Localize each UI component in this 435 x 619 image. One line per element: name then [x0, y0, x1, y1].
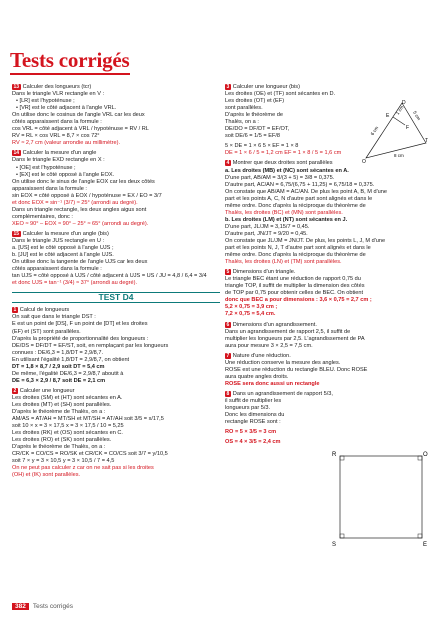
exercise-13 — [12, 84, 220, 147]
text-line: a. [US] est le côté opposé à l'angle UJS ; — [12, 245, 114, 252]
exercise-number: 1 — [13, 307, 17, 314]
text-line: D'après le théorème de — [225, 112, 283, 119]
formula-line: connues : DE/6,3 = 1,8/DT = 2,9/8,7. — [12, 349, 104, 356]
formula-line: soit 7 × y = 3 × 10,5 y = 3 × 10,5 / 7 = 4,5 — [12, 458, 115, 465]
text-line: de TOP par 0,75 pour obtenir celles de BEC. On obtient — [225, 290, 364, 297]
figure-side-6cm: 6 cm — [369, 125, 380, 137]
test-heading: TEST D4 — [12, 292, 220, 303]
exercise-number: 4 — [226, 160, 230, 167]
figure-side-8cm: 8 cm — [394, 153, 404, 158]
figure-side-1cm: 1 cm — [394, 104, 405, 116]
text-line: On constate que JL/JM = JN/JT. De plus, les points L, J, M d'une — [225, 237, 386, 244]
figure-label-o: O — [362, 159, 366, 164]
text-line: RV = RL × cos VRL = 8,7 × cos 72° — [12, 133, 100, 140]
exercise-title: Calculer la mesure d'un angle (bis) — [22, 230, 109, 237]
exercise-number: 3 — [226, 84, 230, 90]
exercise-title: Calculer une longueur — [19, 387, 75, 394]
exercise-14 — [12, 150, 220, 228]
formula-line: cos VRL = côté adjacent à VRL / hypoténuse = RV / RL — [12, 126, 149, 133]
formula-line: D'une part, JL/JM = 3,15/7 = 0,45. — [225, 223, 310, 230]
result-line: aura pour mesure 3 × 2,5 = 7,5 cm. — [225, 342, 313, 349]
result-line: XEO ≈ 90° – EOX ≈ 90° – 25° ≈ 65° (arrondi au degré). — [12, 220, 149, 227]
formula-line: DE/DS = DF/DT = EF/ST, soit, en remplaçant par les longueurs — [12, 342, 169, 349]
exercise-title: Calculer une longueur (bis) — [232, 84, 300, 90]
text-line: Dans le triangle EXD rectangle en X : — [12, 157, 105, 164]
text-line: Les droites (RO) et (SK) sont parallèles. — [12, 437, 112, 444]
exercise-number: 7 — [226, 352, 230, 359]
page-title: Tests corrigés — [10, 48, 130, 72]
figure-label-r: R — [332, 452, 337, 458]
text-line: il suffit de multiplier les — [225, 397, 282, 404]
text-line: D'après la propriété de proportionnalité des longueurs : — [12, 335, 149, 342]
note-line: On ne peut pas calculer z car on ne sait pas si les droites — [12, 465, 154, 472]
text-line: Dans le triangle VLR rectangle en V : — [12, 91, 105, 98]
formula-line: AM/AS = AT/AH = MT/SH et MT/SH = AT/AH soit 3/5 = x/17,5 — [12, 416, 164, 423]
figure-label-o: O — [423, 452, 428, 458]
result-line: et donc EOX = sin⁻¹ (3/7) ≈ 25° (arrondi au degré). — [12, 199, 138, 206]
text-line: Les droites (SM) et (HT) sont sécantes en A. — [12, 394, 123, 401]
text-line: côtés apparaissent dans la formule : — [12, 266, 102, 273]
formula-line: D'autre part, AC/AN = 6,75/(6,75 + 11,25) = 6,75/18 = 0,375. — [225, 181, 375, 188]
exercise-1 — [12, 307, 220, 385]
text-line: part et les points N, J, T d'autre part sont alignés et dans le — [225, 245, 371, 252]
footer-label: Tests corrigés — [32, 603, 73, 610]
text-line: rectangle ROSE sont : — [225, 419, 281, 426]
formula-line: soit DE/6 = 1/5 = EF/8 — [225, 133, 281, 140]
text-line: a. Les droites (MB) et (NC) sont sécantes en A. — [225, 167, 349, 174]
exercise-number: 14 — [13, 150, 20, 157]
thales-triangle-figure — [362, 100, 430, 164]
text-line: En utilisant l'égalité 1,8/DT = 2,9/8,7, on obtient — [12, 356, 130, 363]
text-line: De même, l'égalité DE/6,3 = 2,9/8,7 aboutit à — [12, 370, 124, 377]
exercise-number: 8 — [226, 390, 230, 397]
text-line: (EF) et (ST) sont parallèles. — [12, 328, 81, 335]
exercise-number: 5 — [226, 269, 230, 276]
text-line: même ordre. Donc d'après la réciproque du théorème de — [225, 252, 366, 259]
text-line: part et les points A, C, N d'autre part sont alignés et dans le — [225, 195, 373, 202]
exercise-title: Dans un agrandissement de rapport 5/3, — [232, 390, 333, 397]
formula-line: 5 × DE = 1 × 6 5 × EF = 1 × 8 — [225, 143, 299, 150]
rose-rectangle-figure — [328, 448, 428, 554]
result-line: 7,2 × 0,75 = 5,4 cm. — [225, 311, 276, 318]
exercise-4 — [225, 160, 427, 266]
text-line: triangle TOP, il suffit de multiplier la dimension des côtés — [225, 283, 365, 290]
result-line: donc que BEC a pour dimensions : 3,6 × 0,75 = 2,7 cm ; — [225, 297, 372, 304]
exercise-2 — [12, 388, 220, 480]
result-line: DT = 1,8 × 8,7 / 2,9 soit DT = 5,4 cm — [12, 363, 105, 370]
result-line: 5,2 × 0,75 = 3,9 cm ; — [225, 304, 278, 311]
exercise-number: 15 — [13, 230, 20, 237]
text-line: On utilise donc le cosinus de l'angle VRL car les deux — [12, 112, 145, 119]
text-line: Les droites (OE) et (TF) sont sécantes en D. — [225, 91, 336, 98]
figure-side-5cm: 5 cm — [412, 110, 422, 122]
result-line: RV ≈ 2,7 cm (valeur arrondie au millimètre). — [12, 140, 121, 147]
exercise-number: 6 — [226, 321, 230, 328]
exercise-6 — [225, 322, 427, 350]
figure-label-s: S — [332, 542, 337, 548]
text-line: On constate que AB/AM = AC/AN. De plus les point A, B, M d'une — [225, 188, 387, 195]
result-line: Thalès, les droites (BC) et (MN) sont parallèles. — [225, 209, 343, 216]
text-line: On utilise donc la tangente de l'angle UJS car les deux — [12, 259, 148, 266]
text-line: aura quatre angles droits. — [225, 373, 289, 380]
text-line: b. Les droites (LM) et (NT) sont sécantes en J. — [225, 216, 348, 223]
text-line: • [OE] est l'hypoténuse ; — [16, 164, 76, 171]
left-column — [12, 84, 220, 482]
page-footer — [12, 603, 73, 610]
text-line: • [EX] est le côté opposé à l'angle EOX. — [16, 171, 115, 178]
text-line: On utilise donc le sinus de l'angle EOX car les deux côtés — [12, 178, 155, 185]
note-line: (OH) et (IK) sont parallèles. — [12, 472, 81, 479]
text-line: Donc les dimensions du — [225, 412, 285, 419]
text-line: Les droites (MT) et (SH) sont parallèles. — [12, 401, 112, 408]
result-line: RO = 5 × 3/5 = 3 cm — [225, 429, 277, 436]
exercise-title: Calculer des longueurs (tcr) — [22, 84, 92, 90]
text-line: multiplier les longueurs par 2,5. L'agrandissement de PA — [225, 335, 365, 342]
text-line: b. [JU] est le côté adjacent à l'angle UJS. — [12, 252, 114, 259]
text-line: On sait que dans le triangle DST : — [12, 314, 96, 321]
formula-line: DE/DO = DF/DT = EF/OT, — [225, 126, 290, 133]
text-line: D'après le théorème de Thalès, on a : — [12, 444, 106, 451]
exercise-8 — [225, 391, 427, 446]
exercise-number: 13 — [13, 84, 20, 90]
exercise-15 — [12, 231, 220, 287]
result-line: et donc UJS = tan⁻¹ (3/4) ≈ 37° (arrondi au degré). — [12, 280, 138, 287]
formula-line: tan UJS = côté opposé à UJS / côté adjacent à UJS = US / JU = 4,8 / 6,4 = 3/4 — [12, 273, 207, 280]
title-underline — [10, 73, 130, 75]
figure-label-e: E — [386, 113, 390, 119]
text-line: longueurs par 5/3. — [225, 405, 271, 412]
figure-label-t: T — [425, 138, 429, 144]
exercise-title: Montrer que deux droites sont parallèles — [232, 160, 333, 167]
text-line: complémentaires, donc : — [12, 213, 73, 220]
figure-label-f: F — [406, 125, 410, 131]
text-line: apparaissent dans la formule : — [12, 185, 87, 192]
text-line: Une réduction conserve la mesure des angles. — [225, 359, 341, 366]
formula-line: D'une part, AB/AM = 3/(3 + 5) = 3/8 = 0,375. — [225, 174, 335, 181]
figure-label-e: E — [423, 542, 428, 548]
text-line: sont parallèles. — [225, 105, 263, 112]
text-line: Le triangle BEC étant une réduction de rapport 0,75 du — [225, 276, 361, 283]
formula-line: sin EOX = côté opposé à EOX / hypoténuse = EX / EO = 3/7 — [12, 192, 162, 199]
text-line: D'après le théorème de Thalès, on a : — [12, 409, 106, 416]
text-line: Les droites (RK) et (OS) sont sécantes en C. — [12, 430, 123, 437]
text-line: Dans le triangle JUS rectangle en U : — [12, 237, 105, 244]
text-line: Les droites (OT) et (EF) — [225, 98, 285, 105]
text-line: Dans un agrandissement de rapport 2,5, il suffit de — [225, 328, 351, 335]
text-line: • [VR] est le côté adjacent à l'angle VRL. — [16, 105, 117, 112]
text-line: • [LR] est l'hypoténuse ; — [16, 98, 75, 105]
text-line: Dans un triangle rectangle, les deux angles aigus sont — [12, 206, 147, 213]
result-line: DE = 1 × 6 / 5 = 1,2 cm EF = 1 × 8 / 5 = 1,6 cm — [225, 150, 342, 157]
exercise-title: Dimensions d'un agrandissement. — [232, 321, 317, 328]
exercise-title: Calculer la mesure d'un angle — [22, 150, 97, 157]
exercise-number: 2 — [13, 387, 17, 394]
text-line: côtés apparaissent dans la formule : — [12, 119, 102, 126]
exercise-title: Calcul de longueurs — [19, 307, 70, 314]
result-line: ROSE sera donc aussi un rectangle — [225, 380, 320, 387]
exercise-title: Nature d'une réduction. — [232, 352, 291, 359]
formula-line: D'autre part, JN/JT = 9/20 = 0,45. — [225, 230, 308, 237]
exercise-7 — [225, 353, 427, 388]
formula-line: CR/CK = CO/CS = RO/SK et CR/CK = CO/CS soit 3/7 = y/10,5 — [12, 451, 168, 458]
result-line: OS = 4 × 3/5 = 2,4 cm — [225, 439, 281, 446]
result-line: Thalès, les droites (LN) et (TM) sont parallèles. — [225, 259, 342, 266]
figure-label-d: D — [402, 100, 406, 106]
exercise-title: Dimensions d'un triangle. — [232, 269, 296, 276]
page-number: 382 — [12, 603, 29, 610]
text-line: ROSE est une réduction du rectangle BLEU. Donc ROSE — [225, 366, 368, 373]
text-line: E est un point de [DS], F un point de [DT] et les droites — [12, 321, 148, 328]
result-line: DE = 6,3 × 2,9 / 8,7 soit DE = 2,1 cm — [12, 377, 106, 384]
text-line: même ordre. Donc d'après la réciproque du théorème de — [225, 202, 366, 209]
formula-line: soit 10 × x = 3 × 17,5 x = 3 × 17,5 / 10 = 5,25 — [12, 423, 124, 430]
exercise-5 — [225, 269, 427, 318]
text-line: Thalès, on a : — [225, 119, 259, 126]
